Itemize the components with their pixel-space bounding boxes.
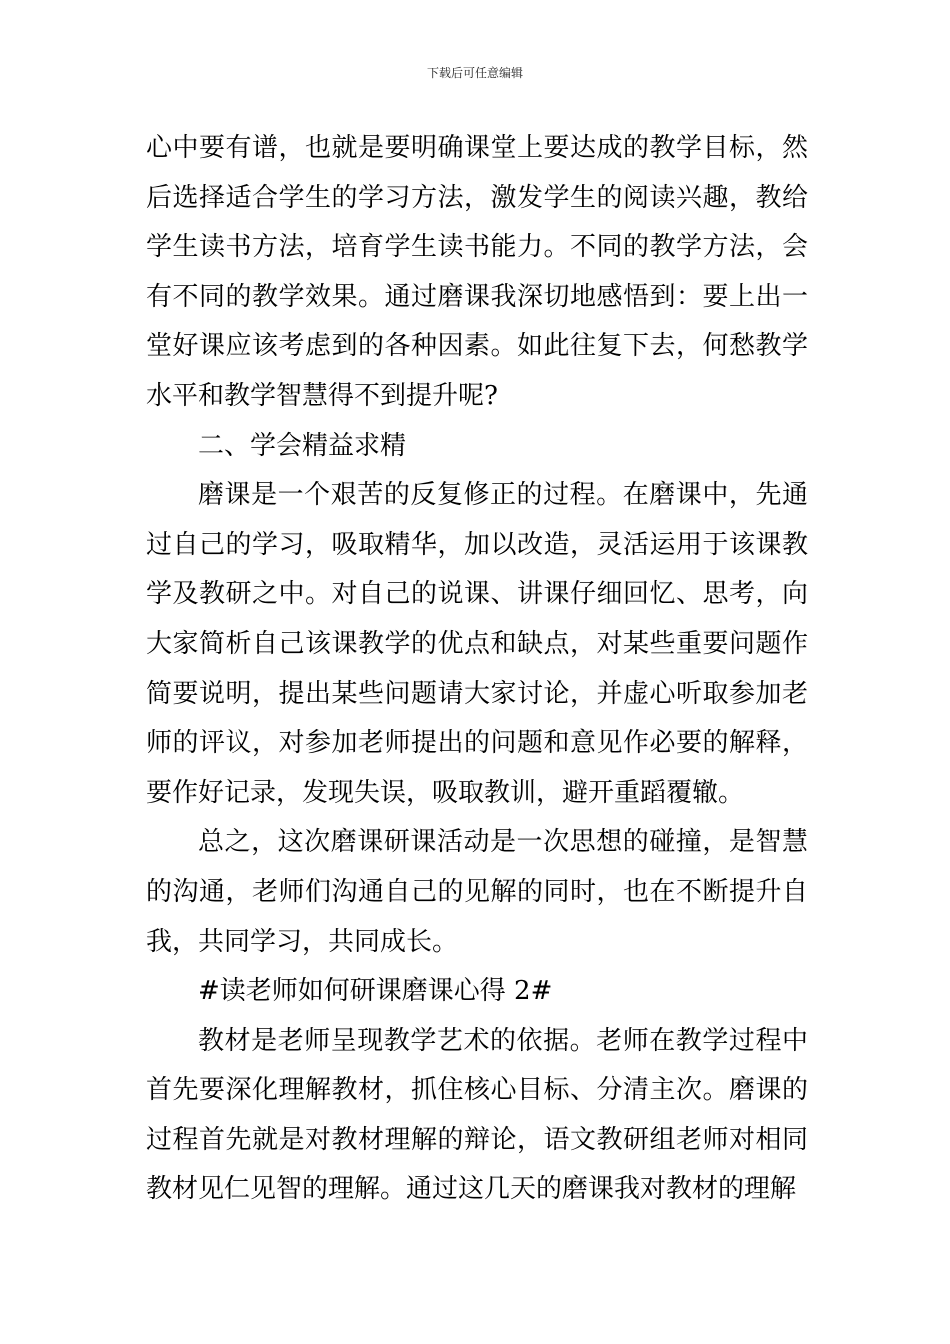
document-body [146, 124, 808, 1215]
article-title: #读老师如何研课磨课心得 2# [198, 976, 553, 1007]
paragraph-continuation: 心中要有谱，也就是要明确课堂上要达成的教学目标，然后选择适合学生的学习方法，激发学生的阅读兴趣，教给学生读书方法，培育学生读书能力。不同的教学方法，会有不同的教学效果。通过磨课我深切地感悟到：要上出一堂好课应该考虑到的各种因素。如此往复下去，何愁教学水平和教学智慧得不到提升呢? [146, 133, 808, 411]
paragraph: 总之，这次磨课研课活动是一次思想的碰撞，是智慧的沟通，老师们沟通自己的见解的同时，也在不断提升自我，共同学习，共同成长。 [146, 827, 808, 957]
section-heading: 二、学会精益求精 [198, 430, 407, 461]
page-header: 下载后可任意编辑 [426, 66, 523, 80]
paragraph: 磨课是一个艰苦的反复修正的过程。在磨课中，先通过自己的学习，吸取精华，加以改造，灵活运用于该课教学及教研之中。对自己的说课、讲课仔细回忆、思考，向大家简析自己该课教学的优点和缺点，对某些重要问题作简要说明，提出某些问题请大家讨论，并虚心听取参加老师的评议，对参加老师提出的问题和意见作必要的解释，要作好记录，发现失误，吸取教训，避开重蹈覆辙。 [146, 480, 808, 808]
paragraph: 教材是老师呈现教学艺术的依据。老师在教学过程中首先要深化理解教材，抓住核心目标、分清主次。磨课的过程首先就是对教材理解的辩论，语文教研组老师对相同教材见仁见智的理解。通过这几天的磨课我对教材的理解 [146, 1025, 808, 1205]
